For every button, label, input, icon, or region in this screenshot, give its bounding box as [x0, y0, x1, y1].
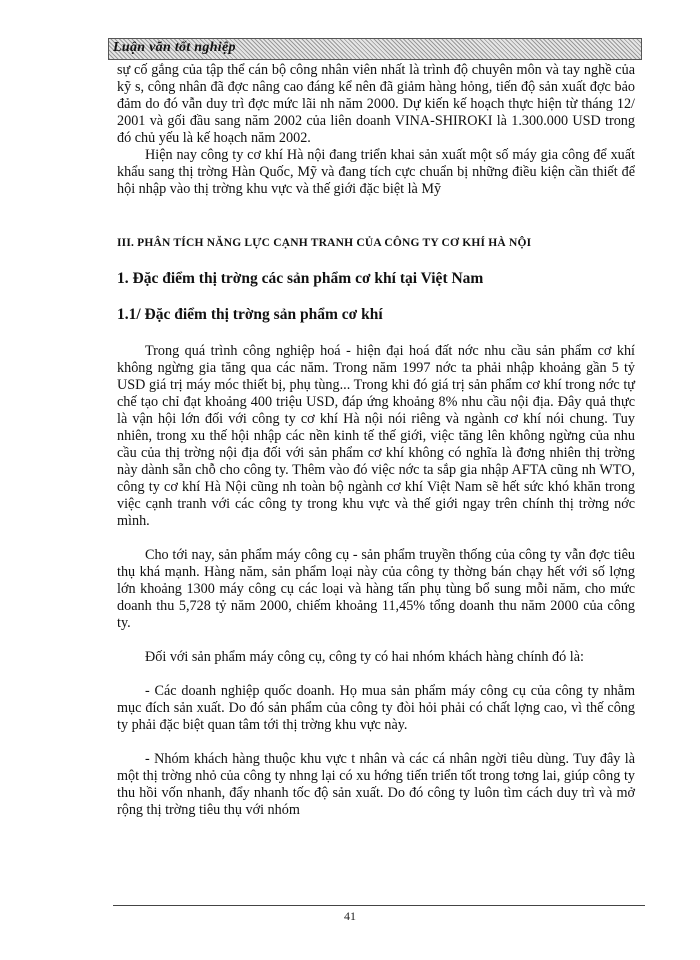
- section-heading: III. PHÂN TÍCH NĂNG LỰC CẠNH TRANH CỦA CÔNG TY CƠ KHÍ HÀ NỘI: [117, 237, 532, 249]
- header-title: Luận văn tốt nghiệp: [113, 40, 236, 55]
- list-item-private-sector: - Nhóm khách hàng thuộc khu vực t nhân và các cá nhân ngời tiêu dùng. Tuy đây là một thị trờng nhỏ của công ty nhng lại có xu hớng tiến triển tốt trong tơng lai, giúp công ty thu hồi vốn nhanh, đẩy nhanh tốc độ sản xuất. Do đó công ty luôn tìm cách duy trì và mở rộng thị trờng tiêu thụ với nhóm: [117, 751, 635, 818]
- paragraph-machine-tools: Cho tới nay, sản phẩm máy công cụ - sản phẩm truyền thống của công ty vẫn đợc tiêu thụ khá mạnh. Hàng năm, sản phẩm loại này của công ty thờng bán chạy hết với số lợng lớn khoảng 1300 máy công cụ các loại và hàng tấn phụ tùng bổ sung mỗi năm, cho mức doanh thu 5,728 tỷ năm 2000, chiếm khoảng 11,45% tổng doanh thu năm 2000 của công ty.: [117, 547, 635, 631]
- paragraph-continuation: sự cố gắng của tập thể cán bộ công nhân viên nhất là trình độ chuyên môn và tay nghề của kỹ s, công nhân đã đợc nâng cao đáng kể nên đã giảm hàng hỏng, tiến độ sản xuất đợc bảo đảm do đó vẫn duy trì đợc mức lãi nh năm 2000. Dự kiến kế hoạch thực hiện từ tháng 12/ 2001 và gối đầu sang năm 2002 của liên doanh VINA-SHIROKI là 1.300.000 USD trong đó chủ yếu là kế hoạch năm 2002.: [117, 62, 635, 146]
- footer-rule: [113, 905, 645, 906]
- page-header-band: [108, 38, 642, 60]
- paragraph-export-plans: Hiện nay công ty cơ khí Hà nội đang triển khai sản xuất một số máy gia công để xuất khẩu sang thị trờng Hàn Quốc, Mỹ và đang tích cực chuẩn bị những điều kiện cần thiết để hội nhập vào thị trờng khu vực và thế giới đặc biệt là Mỹ: [117, 147, 635, 197]
- subsection-heading: 1. Đặc điểm thị trờng các sản phẩm cơ khí tại Việt Nam: [117, 270, 484, 287]
- paragraph-market-demand: Trong quá trình công nghiệp hoá - hiện đại hoá đất nớc nhu cầu sản phẩm cơ khí không ngừng gia tăng qua các năm. Trong năm 1997 nớc ta phải nhập khoảng gần 5 tỷ USD giá trị máy móc thiết bị, phụ tùng... Trong khi đó giá trị sản phẩm cơ khí trong nớc tự chế tạo chỉ đạt khoảng 400 triệu USD, đáp ứng khoảng 8% nhu cầu nội địa. Đây quả thực là vận hội lớn đối với công ty cơ khí Hà nội nói riêng và ngành cơ khí nói chung. Tuy nhiên, trong xu thế hội nhập các nền kinh tế thế giới, việc tăng lên không ngừng của nhu cầu của thị trờng nội địa đối với sản phẩm cơ khí không có nghĩa là đơng nhiên thị trờng này dành sẵn chỗ cho công ty. Thêm vào đó việc nớc ta sắp gia nhập AFTA cũng nh WTO, công ty cơ khí Hà Nội cũng nh toàn bộ ngành cơ khí Việt Nam sẽ hết sức khó khăn trong việc cạnh tranh với các công ty trong khu vực và thế giới ngay trên chính thị trờng nớc mình.: [117, 343, 635, 529]
- sub-subsection-heading: 1.1/ Đặc điểm thị trờng sản phẩm cơ khí: [117, 306, 383, 323]
- paragraph-customer-groups: Đối với sản phẩm máy công cụ, công ty có hai nhóm khách hàng chính đó là:: [145, 649, 584, 665]
- document-body: [117, 62, 635, 819]
- list-item-state-enterprises: - Các doanh nghiệp quốc doanh. Họ mua sản phẩm máy công cụ của công ty nhằm mục đích sản xuất. Do đó sản phẩm của công ty đòi hỏi phải có chất lợng cao, vì thế công ty phải đặc biệt quan tâm tới thị trờng khu vực này.: [117, 683, 635, 733]
- page-number: 41: [344, 909, 356, 923]
